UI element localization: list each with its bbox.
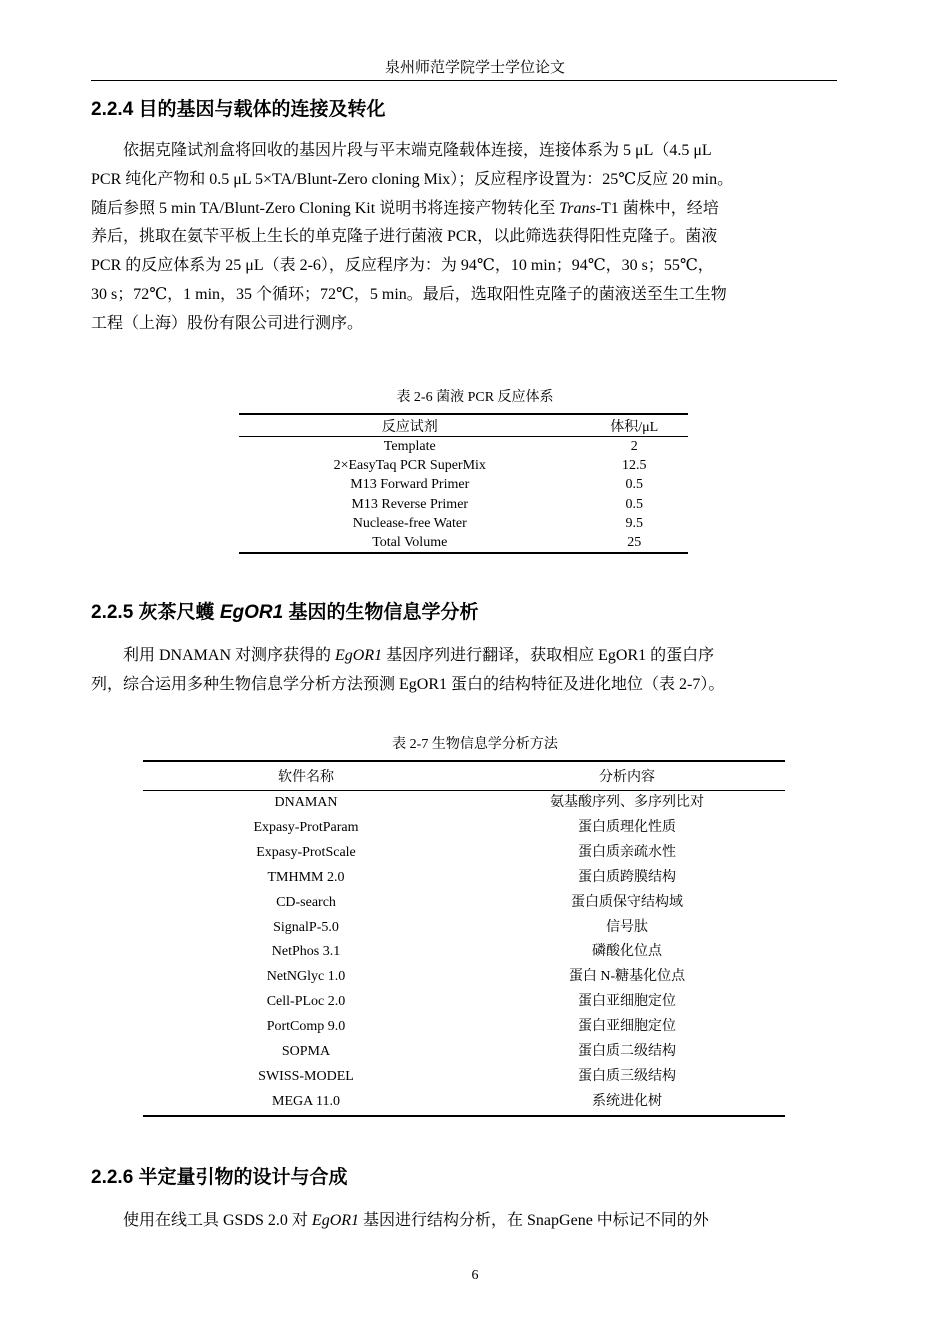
table-cell: 蛋白亚细胞定位	[578, 1019, 676, 1035]
table-2-6	[239, 413, 688, 554]
section-title-2-2-4: 2.2.4 目的基因与载体的连接及转化	[91, 99, 386, 120]
table-row	[239, 533, 688, 553]
table-cell: 2×EasyTaq PCR SuperMix	[333, 458, 486, 474]
table-row	[239, 514, 688, 533]
gene-name: EgOR1	[335, 647, 383, 664]
para-line: 随后参照 5 min TA/Blunt-Zero Cloning Kit 说明书将连接产物转化至 Trans-T1 菌株中，经培	[91, 199, 719, 217]
table-cell: PortComp 9.0	[266, 1019, 346, 1035]
table-row	[143, 866, 785, 891]
section-title-2-2-5: 2.2.5 灰茶尺蠖 EgOR1 基因的生物信息学分析	[91, 602, 479, 623]
table-header: 反应试剂	[239, 414, 581, 437]
table-row	[143, 1090, 785, 1116]
table-cell: Cell-PLoc 2.0	[266, 994, 346, 1010]
section-title-2-2-6: 2.2.6 半定量引物的设计与合成	[91, 1167, 348, 1188]
table-cell: 0.5	[625, 477, 643, 493]
table-row	[143, 891, 785, 916]
table-cell: M13 Reverse Primer	[351, 496, 469, 512]
para-line: 养后，挑取在氨苄平板上生长的单克隆子进行菌液 PCR，以此筛选获得阳性克隆子。菌液	[91, 228, 718, 246]
table-row	[239, 456, 688, 475]
table-cell: Template	[383, 439, 436, 454]
table-row	[143, 816, 785, 841]
table-row	[239, 437, 688, 457]
table-cell: NetPhos 3.1	[271, 944, 341, 960]
table-cell: Nuclease-free Water	[352, 515, 467, 531]
para-line: PCR 的反应体系为 25 μL（表 2-6），反应程序为：为 94℃，10 min；94℃，30 s；55℃，	[91, 257, 714, 275]
table-cell: SignalP-5.0	[273, 919, 339, 935]
paragraph-2-2-4	[91, 137, 837, 339]
table-2-7	[143, 760, 785, 1117]
table-caption-2-6: 表 2-6 菌液 PCR 反应体系	[396, 390, 554, 405]
table-cell: 蛋白质保守结构域	[571, 894, 683, 910]
table-cell: 12.5	[622, 458, 647, 474]
table-cell: 蛋白 N-糖基化位点	[568, 969, 686, 985]
table-cell: 磷酸化位点	[592, 944, 662, 960]
table-cell: MEGA 11.0	[272, 1093, 340, 1109]
running-header: 泉州师范学院学士学位论文	[384, 60, 565, 76]
table-cell: 蛋白亚细胞定位	[578, 994, 676, 1010]
table-cell: 蛋白质三级结构	[578, 1068, 676, 1084]
table-row	[143, 841, 785, 866]
para-line: 利用 DNAMAN 对测序获得的 EgOR1 基因序列进行翻译，获取相应 EgOR1 的蛋白序	[123, 647, 715, 664]
table-cell: Expasy-ProtScale	[256, 844, 356, 860]
table-header: 软件名称	[143, 761, 469, 791]
table-row	[143, 1065, 785, 1090]
table-row	[143, 791, 785, 816]
table-cell: 25	[627, 535, 642, 551]
table-header: 分析内容	[469, 761, 785, 791]
table-cell: SOPMA	[281, 1044, 331, 1060]
table-cell: 信号肽	[606, 919, 648, 935]
paragraph-2-2-6	[91, 1207, 837, 1236]
table-cell: TMHMM 2.0	[267, 869, 345, 885]
table-cell: 2	[630, 439, 638, 454]
table-cell: SWISS-MODEL	[258, 1068, 354, 1084]
para-line: 30 s；72℃，1 min，35 个循环；72℃，5 min。最后，选取阳性克隆子的菌液送至生工生物	[91, 285, 727, 303]
paragraph-2-2-5	[91, 642, 837, 700]
gene-name: EgOR1	[219, 602, 284, 623]
table-cell: 蛋白质跨膜结构	[578, 869, 676, 885]
page-number: 6	[471, 1268, 479, 1283]
table-cell: 9.5	[625, 515, 643, 531]
table-cell: 0.5	[625, 496, 643, 512]
table-header: 体积/μL	[581, 414, 689, 437]
table-cell: 蛋白质理化性质	[578, 819, 676, 835]
table-cell: CD-search	[276, 894, 336, 910]
table-cell: Total Volume	[372, 535, 448, 551]
table-row	[143, 965, 785, 990]
table-row	[143, 1040, 785, 1065]
table-cell: 氨基酸序列、多序列比对	[550, 795, 704, 810]
table-cell: NetNGlyc 1.0	[266, 969, 346, 985]
para-line: 使用在线工具 GSDS 2.0 对 EgOR1 基因进行结构分析，在 SnapGene 中标记不同的外	[123, 1212, 709, 1229]
table-cell: 蛋白质二级结构	[578, 1044, 676, 1060]
table-cell: DNAMAN	[274, 795, 338, 810]
para-line: 列，综合运用多种生物信息学分析方法预测 EgOR1 蛋白的结构特征及进化地位（表 2-7）。	[91, 675, 725, 693]
table-cell: Expasy-ProtParam	[253, 819, 359, 835]
para-line: PCR 纯化产物和 0.5 μL 5×TA/Blunt-Zero cloning Mix）；反应程序设置为：25℃反应 20 min。	[91, 170, 734, 188]
table-row	[143, 1015, 785, 1040]
table-cell: 系统进化树	[592, 1093, 662, 1109]
table-row	[239, 475, 688, 494]
table-row	[239, 495, 688, 514]
table-row	[143, 940, 785, 965]
header-rule	[91, 80, 837, 81]
table-row	[143, 916, 785, 941]
table-cell: 蛋白质亲疏水性	[578, 844, 676, 860]
table-row	[143, 990, 785, 1015]
para-line: 依据克隆试剂盒将回收的基因片段与平末端克隆载体连接，连接体系为 5 μL（4.5 μL	[123, 142, 712, 159]
table-cell: M13 Forward Primer	[350, 477, 470, 493]
para-line: 工程（上海）股份有限公司进行测序。	[91, 314, 364, 332]
gene-name: EgOR1	[311, 1212, 360, 1229]
table-caption-2-7: 表 2-7 生物信息学分析方法	[392, 737, 558, 752]
